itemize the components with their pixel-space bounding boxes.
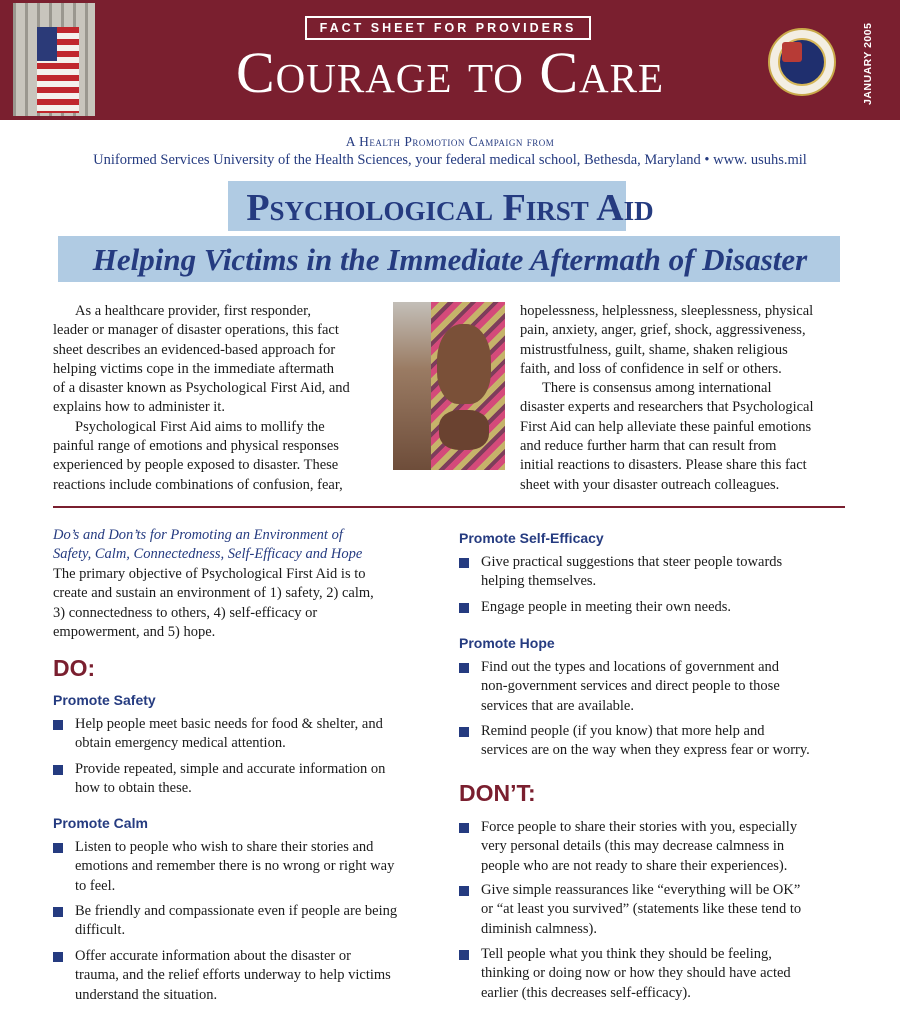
page-title: Psychological First Aid [246, 187, 654, 229]
text-line: faith, and loss of confidence in self or others. [520, 360, 782, 377]
text-line: explains how to administer it. [53, 399, 225, 416]
text-line: experienced by people exposed to disaster. These [53, 457, 339, 474]
intro-left [53, 302, 388, 495]
page-subtitle: Helping Victims in the Immediate Aftermath of Disaster [92, 242, 808, 277]
text-line: pain, anxiety, anger, grief, shock, aggressiveness, [520, 322, 806, 339]
bullet-icon [459, 950, 469, 960]
section-divider [53, 506, 845, 508]
bullet-icon [53, 843, 63, 853]
bullet-icon [53, 765, 63, 775]
text-line: leader or manager of disaster operations, this fact [53, 322, 339, 339]
bullet-icon [53, 907, 63, 917]
text-line: helping victims cope in the immediate aftermath [53, 360, 335, 377]
bullet-icon [459, 603, 469, 613]
text-line: sheet with your disaster outreach colleagues. [520, 476, 780, 493]
fact-sheet-label: FACT SHEET FOR PROVIDERS [305, 16, 591, 40]
text-line: painful range of emotions and physical responses [53, 438, 339, 455]
text-line: create and sustain an environment of 1) safety, 2) calm, [53, 585, 374, 602]
bullet-icon [459, 727, 469, 737]
dont-heading: DON’T: [459, 780, 536, 806]
text-line: Safety, Calm, Connectedness, Self-Efficacy and Hope [53, 546, 363, 563]
elderly-woman-photo [393, 302, 505, 470]
promote-self-efficacy-heading: Promote Self-Efficacy [459, 530, 604, 546]
promote-safety-heading: Promote Safety [53, 692, 156, 708]
text-line: reactions include combinations of confusion, fear, [53, 476, 343, 493]
promote-calm-heading: Promote Calm [53, 815, 148, 831]
promote-hope-heading: Promote Hope [459, 635, 555, 651]
text-line: 3) connectedness to others, 4) self-efficacy or [53, 604, 318, 621]
issue-date: JANUARY 2005 [862, 22, 874, 106]
text-line: and reduce further harm that can result from [520, 438, 777, 455]
header-banner [0, 0, 900, 120]
text-line: First Aid can help alleviate these painful emotions [520, 418, 812, 435]
objective-paragraph [53, 565, 433, 642]
text-line: disaster experts and researchers that Psychological [520, 399, 814, 416]
text-line: mistrustfulness, guilt, shame, shaken religious [520, 341, 788, 358]
text-line: empowerment, and 5) hope. [53, 623, 216, 640]
do-heading: DO: [53, 655, 96, 681]
text-line: hopelessness, helplessness, sleeplessness, physical [520, 303, 814, 319]
text-line: As a healthcare provider, first responder, [75, 303, 311, 319]
bullet-icon [459, 886, 469, 896]
text-line: of a disaster known as Psychological First Aid, and [53, 380, 350, 397]
text-line: There is consensus among international [542, 380, 772, 397]
institution-line: Uniformed Services University of the Health Sciences, your federal medical school, Bethesda, Maryland • www. usuhs.mil [93, 152, 807, 168]
pentagon-flag-photo [13, 3, 95, 116]
bullet-icon [459, 823, 469, 833]
text-line: sheet describes an evidenced-based approach for [53, 341, 336, 358]
text-line: initial reactions to disasters. Please share this fact [520, 457, 807, 474]
university-seal-logo [768, 28, 836, 96]
intro-right [520, 302, 850, 495]
bullet-icon [53, 952, 63, 962]
campaign-line: A Health Promotion Campaign from [345, 134, 555, 149]
text-line: The primary objective of Psychological First Aid is to [53, 566, 366, 582]
dos-donts-heading [53, 526, 413, 565]
text-line: Psychological First Aid aims to mollify the [75, 418, 325, 435]
publication-title: Courage to Care [235, 40, 665, 105]
bullet-icon [53, 720, 63, 730]
bullet-icon [459, 558, 469, 568]
text-line: Do’s and Don’ts for Promoting an Environment of [53, 527, 343, 543]
bullet-icon [459, 663, 469, 673]
